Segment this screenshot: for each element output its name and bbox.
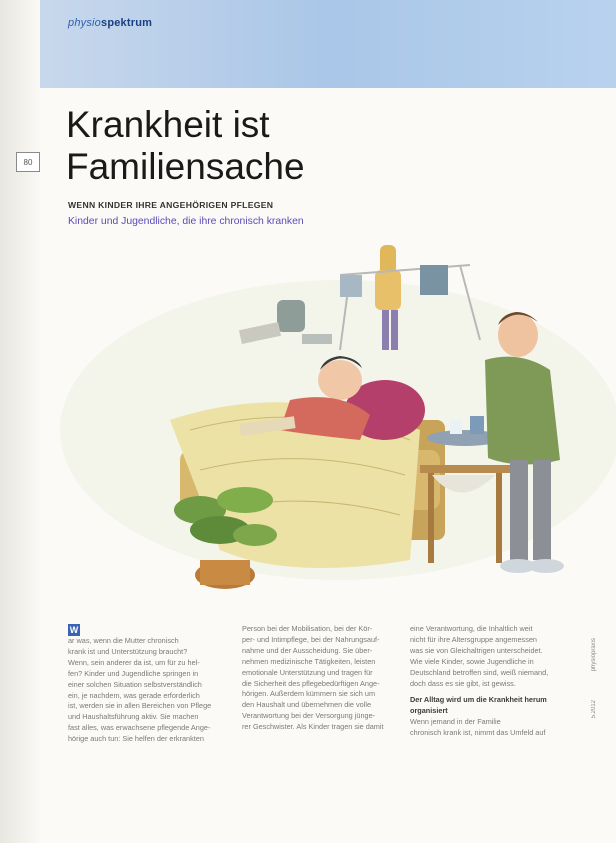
body-column-1 [68, 624, 236, 745]
body-line: organisiert Wenn jemand in der Familie [410, 706, 501, 727]
section-rubric [68, 17, 152, 29]
body-line: doch dass es sie gibt, ist gewiss. [410, 678, 516, 688]
margin-note-issue: 5.2012 [591, 700, 597, 719]
page-gutter [0, 0, 40, 843]
body-line: rer Geschwister. Als Kinder tragen sie damit [242, 722, 384, 732]
body-line: fen? Kinder und Jugendliche springen in [68, 668, 199, 678]
header-band [40, 0, 616, 88]
body-line: per- und Intimpflege, bei der Nahrungsauf- [242, 634, 380, 644]
lead-line: Kinder und Jugendliche, die ihre chronisch kranken [68, 216, 304, 227]
article-title [66, 104, 305, 188]
title-line-1: Krankheit ist [66, 104, 270, 145]
body-line: nehmen medizinische Tätigkeiten, leisten [242, 656, 376, 666]
body-line: W ar was, wenn die Mutter chronisch [68, 625, 179, 645]
illustration [40, 230, 616, 610]
body-line: Person bei der Mobilisation, bei der Kör- [242, 624, 373, 633]
body-line: nicht für ihre Altersgruppe angemessen [410, 634, 537, 644]
title-line-2: Familiensache [66, 146, 305, 187]
drop-cap: W [69, 625, 79, 635]
body-column-3 [410, 624, 586, 739]
body-line: nahme und der Ausscheidung. Sie über- [242, 645, 373, 655]
body-line: die Sicherheit des pflegebedürftigen Ange- [242, 678, 380, 688]
body-line: Wie viele Kinder, sowie Jugendliche in [410, 656, 534, 666]
body-line: hörige auch tun: Sie helfen der erkrankten [68, 734, 204, 744]
body-line: krank ist und Unterstützung braucht? [68, 646, 188, 656]
body-line: ist, werden sie in allen Bereichen von Pflege [68, 701, 212, 711]
body-line: ein, je nachdem, was gerade erforderlich [68, 690, 200, 700]
body-line: chronisch krank ist, nimmt das Umfeld auf [410, 728, 546, 738]
body-line: Verantwortung bei der Versorgung jünge- [242, 711, 376, 721]
subhead-line: Der Alltag wird um die Krankheit herum [410, 695, 547, 705]
rubric-bold: spektrum [101, 17, 153, 29]
body-line: Deutschland betroffen sind, weiß niemand, [410, 667, 549, 677]
article-kicker: WENN KINDER IHRE ANGEHÖRIGEN PFLEGEN [68, 200, 274, 210]
rubric-light: physio [68, 17, 101, 29]
margin-note-journal: physiopraxis [591, 638, 597, 672]
body-line: fast alles, was erwachsene pflegende Ange- [68, 723, 211, 733]
body-line: den Haushalt und übernehmen die volle [242, 700, 372, 710]
body-line: eine Verantwortung, die Inhaltlich weit [410, 624, 533, 633]
body-line: und Haushaltsführung aktiv. Sie machen [68, 712, 199, 722]
body-column-2 [242, 624, 410, 733]
body-line: was sie von Gleichaltrigen unterscheidet. [410, 645, 543, 655]
body-line: Wenn, sein anderer da ist, um für zu hel- [68, 657, 200, 667]
body-line: einer solchen Situation selbstverständlich [68, 679, 202, 689]
body-line: hörigen. Außerdem kümmern sie sich um [242, 689, 376, 699]
body-line: emotionale Unterstützung und tragen für [242, 667, 373, 677]
page-number: 80 [16, 152, 40, 172]
